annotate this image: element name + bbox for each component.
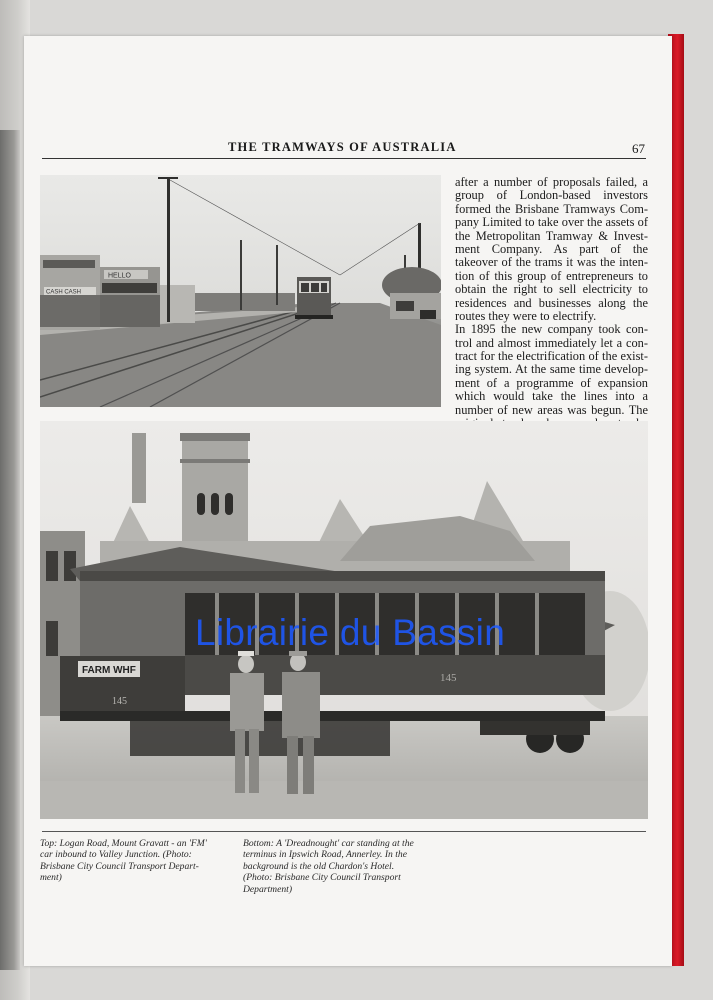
caption-bottom-photo <box>243 838 443 895</box>
caption-top-photo <box>40 838 236 884</box>
body-line: tion of this group of entrepreneurs to <box>455 269 648 283</box>
body-line: In 1895 the new company took con- <box>455 323 648 337</box>
header-rule <box>42 158 646 159</box>
body-line: after a number of proposals failed, a <box>455 176 648 189</box>
photo-car-number-side: 145 <box>440 672 457 684</box>
caption-line: (Photo: Brisbane City Council Transport <box>243 872 401 884</box>
photo-logan-road-tram <box>40 175 441 407</box>
body-line: pany Limited to take over the assets of <box>455 216 648 230</box>
body-line: residences and businesses along the <box>455 296 648 310</box>
body-line: takeover of the trams it was the inten- <box>455 256 648 270</box>
photo-sign-cash: CASH CASH <box>46 289 82 296</box>
body-line: formed the Brisbane Tramways Com- <box>455 202 648 216</box>
body-line: ment of a programme of expansion <box>455 376 648 390</box>
caption-line: background is the old Chardon's Hotel. <box>243 860 395 872</box>
body-line: number of new areas was begun. The <box>455 403 648 417</box>
caption-line: car inbound to Valley Junction. (Photo: <box>40 849 192 861</box>
body-line: routes they were to electrify. <box>455 309 597 323</box>
photo-sign-hello: HELLO <box>108 272 131 280</box>
body-line: group of London-based investors <box>455 189 648 203</box>
body-line: ing system. At the same time develop- <box>455 363 648 377</box>
caption-line: Brisbane City Council Transport Depart- <box>40 860 199 872</box>
caption-line: terminus in Ipswich Road, Annerley. In the <box>243 849 407 861</box>
body-line: which would take the lines into a <box>455 390 648 404</box>
caption-line: ment) <box>40 872 62 884</box>
photo-car-number-front: 145 <box>112 696 127 707</box>
body-line: ment Company. As part of the <box>455 242 648 256</box>
body-line: the Metropolitan Tramway & Invest- <box>455 229 648 243</box>
running-header-title: THE TRAMWAYS OF AUSTRALIA <box>228 140 457 154</box>
watermark: Librairie du Bassin <box>195 612 506 653</box>
page-number: 67 <box>632 141 645 156</box>
body-line: tract for the electrification of the exist- <box>455 350 648 364</box>
caption-rule <box>42 831 646 832</box>
body-text-column <box>455 176 648 430</box>
caption-line: Bottom: A 'Dreadnought' car standing at the <box>243 838 414 849</box>
previous-page-edge <box>0 130 20 970</box>
caption-line: Department) <box>243 883 293 895</box>
caption-line: Top: Logan Road, Mount Gravatt - an 'FM' <box>40 838 207 849</box>
body-line: obtain the right to sell electricity to <box>455 283 648 297</box>
body-line: trol and almost immediately let a con- <box>455 336 648 350</box>
photo-destination-sign: FARM WHF <box>82 665 136 676</box>
